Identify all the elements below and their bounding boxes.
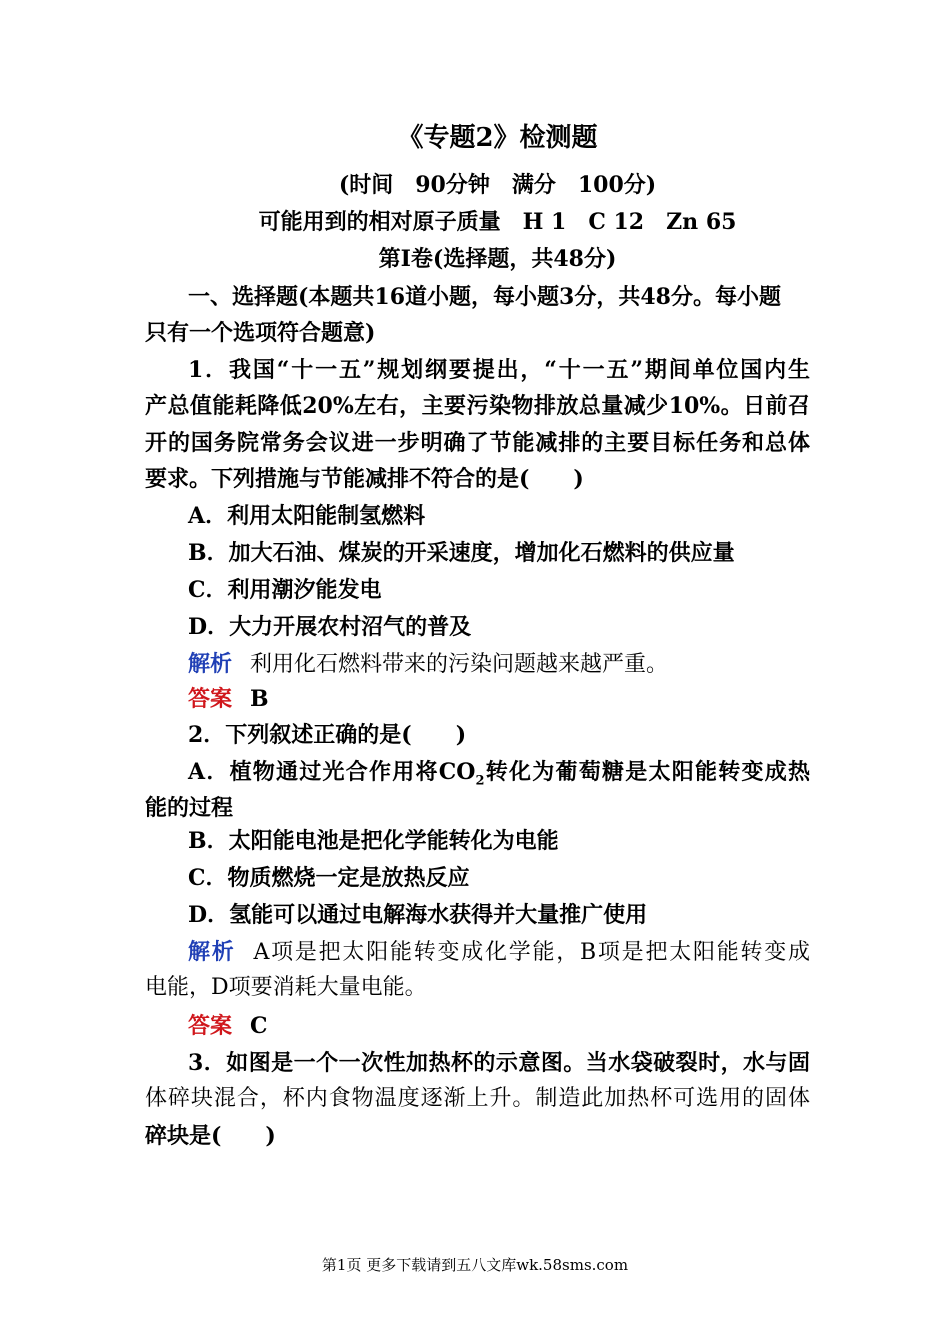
q3-stem-line2: 体碎块混合，杯内食物温度逐渐上升。制造此加热杯可选用的固体 bbox=[145, 1086, 810, 1111]
q2-analysis-line1 bbox=[188, 937, 810, 968]
q2-option-a-text: A．植物通过光合作用将CO bbox=[188, 759, 476, 785]
analysis-label: 解析 bbox=[188, 651, 233, 677]
answer-value: C bbox=[250, 1013, 268, 1039]
q1-option-a: A．利用太阳能制氢燃料 bbox=[188, 503, 426, 529]
volume-heading: 第Ⅰ卷(选择题，共48分) bbox=[378, 246, 617, 272]
section-heading-line1: 一、选择题(本题共16道小题，每小题3分，共48分。每小题 bbox=[188, 284, 781, 310]
analysis-text: A项是把太阳能转变成化学能，B项是把太阳能转变成 bbox=[253, 940, 810, 965]
exam-time-info: (时间 90分钟 满分 100分) bbox=[338, 172, 657, 198]
q2-option-d: D．氢能可以通过电解海水获得并大量推广使用 bbox=[188, 902, 648, 928]
q1-option-d: D．大力开展农村沼气的普及 bbox=[188, 614, 472, 640]
q2-answer bbox=[188, 1011, 810, 1041]
page-title: 《专题2》检测题 bbox=[397, 123, 598, 153]
q3-stem-line3: 碎块是( ) bbox=[145, 1123, 276, 1149]
q1-stem-line1: 1．我国“十一五”规划纲要提出，“十一五”期间单位国内生 bbox=[188, 357, 810, 383]
analysis-label: 解析 bbox=[188, 939, 236, 965]
q2-option-a bbox=[188, 757, 810, 787]
q2-option-c: C．物质燃烧一定是放热反应 bbox=[188, 865, 470, 891]
q2-analysis-line2: 电能，D项要消耗大量电能。 bbox=[145, 975, 427, 1000]
atomic-mass-info: 可能用到的相对原子质量 H 1 C 12 Zn 65 bbox=[258, 209, 737, 235]
answer-label: 答案 bbox=[188, 686, 233, 712]
section-heading-line2: 只有一个选项符合题意) bbox=[145, 320, 376, 346]
q1-answer bbox=[188, 684, 810, 714]
q1-analysis bbox=[188, 649, 810, 680]
q1-option-c: C．利用潮汐能发电 bbox=[188, 577, 382, 603]
co2-subscript: 2 bbox=[475, 773, 485, 789]
q1-stem-line2: 产总值能耗降低20%左右，主要污染物排放总量减少10%。日前召 bbox=[145, 393, 810, 419]
q2-option-a-line2: 能的过程 bbox=[145, 795, 234, 821]
q1-option-b: B．加大石油、煤炭的开采速度，增加化石燃料的供应量 bbox=[188, 540, 735, 566]
q1-stem-line3: 开的国务院常务会议进一步明确了节能减排的主要目标任务和总体 bbox=[145, 430, 810, 456]
page-footer: 第1页 更多下载请到五八文库wk.58sms.com bbox=[321, 1256, 629, 1274]
q1-stem-line4: 要求。下列措施与节能减排不符合的是( ) bbox=[145, 466, 584, 492]
q2-stem: 2．下列叙述正确的是( ) bbox=[188, 722, 467, 748]
answer-label: 答案 bbox=[188, 1013, 233, 1039]
q2-option-a-text-cont: 转化为葡萄糖是太阳能转变成热 bbox=[484, 759, 810, 785]
q2-option-b: B．太阳能电池是把化学能转化为电能 bbox=[188, 828, 559, 854]
analysis-text: 利用化石燃料带来的污染问题越来越严重。 bbox=[250, 652, 669, 677]
answer-value: B bbox=[250, 686, 269, 712]
q3-stem-line1: 3．如图是一个一次性加热杯的示意图。当水袋破裂时，水与固 bbox=[188, 1050, 810, 1076]
